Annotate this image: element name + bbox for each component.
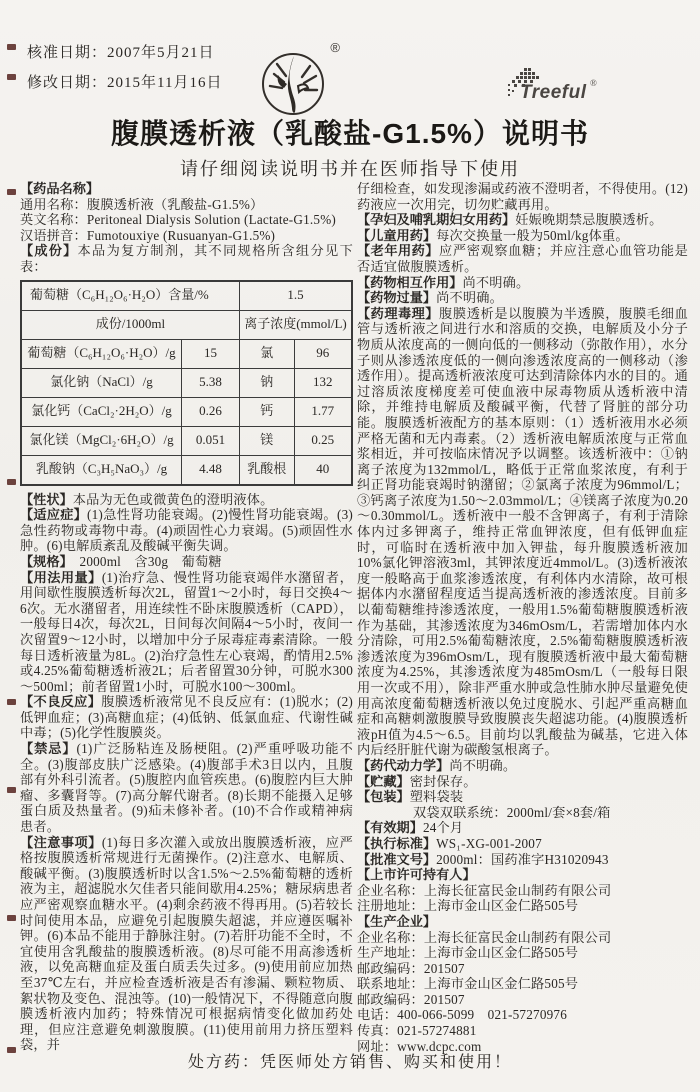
component-cell: 氯化钠（NaCl）/g (21, 368, 182, 397)
amount-cell: 0.051 (182, 426, 240, 455)
drug-name-and-composition-intro (20, 181, 353, 275)
paragraph: 【规格】 2000ml 含30g 葡萄糖 (20, 553, 222, 569)
ion-cell: 钠 (239, 368, 294, 397)
approval-dates (27, 38, 222, 98)
paragraph: 【药理毒理】腹膜透析是以腹膜为半透膜，腹膜毛细血管与透析液之间进行水和溶质的交换，电解质及小分子物质从浓度高的一侧向低的一侧移动（弥散作用），水分子则从渗透浓度低的一侧向渗透浓度高的一侧移动（渗透作用）。提高透析液浓度可达到清除体内水的目的。通过溶质浓度梯度差可使血液中尿毒物质从透析液中清除，并维持电解质及酸碱平衡，代替了肾脏的部分功能。腹膜透析液配方的基本原则：（1）透析液用水必须严格无菌和无内毒素。（2）透析液电解质浓度与正常血浆相近，并可按临床情况予以调整。该透析液中：①钠离子浓度为132mmol/L，略低于正常血浆浓度，有利于纠正肾功能衰竭时钠潴留；②氯离子浓度为96mmol/L；③钙离子浓度为1.50～2.03mmol/L；④镁离子浓度为0.20～0.30mmol/L。透析液中一般不含钾离子，有利于清除体内过多钾离子，维持正常血钾浓度，但有低钾血症时，可临时在透析液中加入钾盐，每升腹膜透析液加10%氯化钾溶液3ml，其钾浓度近4mmol/L。(3)透析液浓度一般略高于血浆渗透浓度，有利体内水清除，故可根据体内水潴留程度适当提高透析液的渗透浓度。目前多以葡萄糖维持渗透浓度，一般用1.5%葡萄糖腹膜透析液作为基础，其渗透浓度为346mOsm/L，若需增加体内水分清除，可用2.5%葡萄糖浓度，2.5%葡萄糖腹膜透析液渗透浓度为396mOsm/L，现有腹膜透析液中最大葡萄糖浓度为4.25%，其渗透浓度为485mOsm/L（一般每日限用一次或不用），除非严重水肿或急性肺水肿尽量避免使用高浓度葡萄糖透析液以免过度脱水、引起严重高糖血症和高糖刺激腹膜导致腹膜丧失超滤功能。(4)腹膜透析液pH值为4.5～6.5。目前均以乳酸盐为碱基，它进入体内后经肝脏代谢为碳酸氢根离子。 (357, 305, 688, 758)
amount-cell: 0.26 (182, 397, 240, 426)
paragraph: 【性状】本品为无色或微黄色的澄明液体。 (20, 491, 274, 507)
paragraph: 网址：www.dcpc.com (357, 1038, 482, 1054)
paragraph: 【老年用药】应严密观察血糖；并应注意心血管功能是否适宜做腹膜透析。 (357, 243, 688, 274)
paragraph: 企业名称：上海长征富民金山制药有限公司 (357, 882, 612, 898)
glucose-content-value: 1.5 (239, 281, 352, 311)
brand-registered-mark: ® (590, 78, 597, 88)
paragraph: 【儿童用药】每次交换量一般为50ml/kg体重。 (357, 227, 629, 243)
paragraph: 【药物相互作用】尚不明确。 (357, 274, 530, 290)
ion-cell: 氯 (239, 339, 294, 368)
amount-cell: 5.38 (182, 368, 240, 397)
paragraph: 【有效期】24个月 (357, 820, 464, 836)
ion-cell: 镁 (239, 426, 294, 455)
paragraph: 【适应症】(1)急性肾功能衰竭。(2)慢性肾功能衰竭。(3)急性药物或毒物中毒。(4)顽固性心力衰竭。(5)顽固性水肿。(6)电解质紊乱及酸碱平衡失调。 (20, 507, 353, 554)
left-column (20, 181, 353, 1061)
paragraph: 电话：400-066-5099 021-57270976 (357, 1007, 567, 1023)
paragraph: 企业名称：上海长征富民金山制药有限公司 (357, 929, 612, 945)
scan-mark (7, 699, 16, 705)
column-header-ion-concentration: 离子浓度(mmol/L) (239, 310, 352, 339)
amount-cell: 4.48 (182, 455, 240, 485)
paragraph: 【不良反应】腹膜透析液常见不良反应有：(1)脱水；(2)低钾血症；(3)高糖血症；(4)低钠、低氯血症、代谢性碱中毒；(5)化学性腹膜炎。 (20, 694, 353, 741)
component-cell: 氯化钙（CaCl₂·2H₂O）/g (21, 397, 182, 426)
table-row (21, 339, 352, 368)
page-title: 腹膜透析液（乳酸盐-G1.5%）说明书 (111, 118, 589, 149)
paragraph: 仔细检查，如发现渗漏或药液不澄明者，不得使用。(12)药液应一次用完，切勿贮藏再用。 (357, 181, 688, 212)
ion-cell: 钙 (239, 397, 294, 426)
composition-table (20, 280, 353, 486)
paragraph: 【药代动力学】尚不明确。 (357, 757, 517, 773)
concentration-cell: 96 (294, 339, 352, 368)
scan-mark (7, 189, 16, 195)
paragraph: 传真：021-57274881 (357, 1023, 477, 1039)
amount-cell: 15 (182, 339, 240, 368)
crane-emblem-icon (254, 42, 334, 122)
scan-mark (7, 787, 16, 793)
paragraph: 邮政编码：201507 (357, 960, 465, 976)
paragraph: 英文名称：Peritoneal Dialysis Solution (Lactate-G1.5%) (20, 212, 336, 228)
paragraph: 【批准文号】2000ml：国药准字H31020943 (357, 851, 609, 867)
paragraph: 【用法用量】(1)治疗急、慢性肾功能衰竭伴水潴留者，用间歇性腹膜透析每次2L，留置1～2小时，每日交换4～6次。无水潴留者，用连续性不卧床腹膜透析（CAPD），一般每日4次，每次2L，日间每次间隔4～5小时，夜间一次留置9～12小时，以增加中分子尿毒症毒素清除。一般每日透析液量为8L。(2)治疗急性左心衰竭，酌情用2.5%或4.25%葡萄糖透析液2L；后者留置30分钟，可脱水300～500ml；前者留置1小时，可脱水100～300ml。 (20, 569, 353, 694)
paragraph: 【包装】塑料袋装 (357, 789, 464, 805)
table-row (21, 368, 352, 397)
concentration-cell: 132 (294, 368, 352, 397)
registered-mark: ® (330, 40, 340, 55)
component-cell: 乳酸钠（C₃H₅NaO₃）/g (21, 455, 182, 485)
paragraph: 【注意事项】(1)每日多次灌入或放出腹膜透析液，应严格按腹膜透析常规进行无菌操作。(2)注意水、电解质、酸碱平衡。(3)腹膜透析时以含1.5%～2.5%葡萄糖的透析液为主，超滤脱水欠佳者只能间歇用4.25%；糖尿病患者应严密观察血糖水平。(4)剩余药液不得再用。(5)若较长时间使用本品，应避免引起腹膜失超滤，并应遵医嘱补钾。(6)本品不能用于静脉注射。(7)若肝功能不全时，不宜使用含乳酸盐的腹膜透析液。(8)尽可能不用高渗透析液，以免高糖血症及蛋白质丢失过多。(9)使用前应加热至37℃左右，并应检查透析液是否有渗漏、颗粒物质、絮状物及变色、混浊等。(10)一般情况下，不得随意向腹膜透析液内加药；特殊情况可根据病情变化做加药处理，但应注意避免刺激腹膜。(11)使用前用力挤压塑料袋，并 (20, 834, 353, 1053)
paragraph: 双袋双联系统：2000ml/套×8套/箱 (413, 804, 611, 820)
paragraph: 【药品名称】 (20, 181, 100, 196)
company-logo (254, 42, 346, 122)
paragraph: 邮政编码：201507 (357, 991, 465, 1007)
scan-mark (7, 479, 16, 485)
paragraph: 【孕妇及哺乳期妇女用药】妊娠晚期禁忌腹膜透析。 (357, 212, 663, 228)
page-subtitle: 请仔细阅读说明书并在医师指导下使用 (180, 159, 520, 179)
table-header-row (21, 310, 352, 339)
concentration-cell: 40 (294, 455, 352, 485)
component-cell: 葡萄糖（C₆H₁₂O₆·H₂O）/g (21, 339, 182, 368)
prescription-notice: 处方药：凭医师处方销售、购买和使用！ (187, 1054, 512, 1071)
column-header-composition: 成份/1000ml (21, 310, 239, 339)
left-column-sections (20, 492, 353, 1053)
table-row (21, 397, 352, 426)
paragraph: 【药物过量】尚不明确。 (357, 290, 504, 306)
paragraph: 【贮藏】密封保存。 (357, 773, 477, 789)
glucose-content-label: 葡萄糖（C₆H₁₂O₆·H₂O）含量/% (21, 281, 239, 311)
table-row (21, 426, 352, 455)
treeful-logo (506, 68, 626, 108)
paragraph: 通用名称：腹膜透析液（乳酸盐-G1.5%） (20, 196, 264, 212)
scan-mark (7, 915, 16, 921)
scan-mark (7, 44, 16, 50)
paragraph: 【执行标准】WS₁-XG-001-2007 (357, 835, 542, 851)
right-column (357, 181, 688, 1061)
ion-cell: 乳酸根 (239, 455, 294, 485)
concentration-cell: 1.77 (294, 397, 352, 426)
approval-date-line: 核准日期：2007年5月21日 (27, 45, 215, 61)
table-row (21, 281, 352, 311)
table-row (21, 455, 352, 485)
concentration-cell: 0.25 (294, 426, 352, 455)
paragraph: 【生产企业】 (357, 913, 437, 929)
brand-name: Treeful (520, 82, 587, 103)
paragraph: 联系地址：上海市金山区金仁路505号 (357, 976, 579, 992)
paragraph: 【成份】本品为复方制剂，其不同规格所含组分见下表： (20, 243, 353, 274)
revision-date-line: 修改日期：2015年11月16日 (27, 75, 223, 91)
paragraph: 【禁忌】(1)广泛肠粘连及肠梗阻。(2)严重呼吸功能不全。(3)腹部皮肤广泛感染。(4)腹部手术3日以内，且腹部有外科引流者。(5)腹腔内血管疾患。(6)腹腔内巨大肿瘤、多囊肾等。(7)高分解代谢者。(8)长期不能摄入足够蛋白质及热量者。(9)疝未修补者。(10)不合作或精神病患者。 (20, 741, 353, 835)
paragraph: 【上市许可持有人】 (357, 867, 476, 883)
paragraph: 注册地址：上海市金山区金仁路505号 (357, 898, 579, 914)
scan-mark (7, 74, 16, 80)
paragraph: 生产地址：上海市金山区金仁路505号 (357, 945, 579, 961)
component-cell: 氯化镁（MgCl₂·6H₂O）/g (21, 426, 182, 455)
paragraph: 汉语拼音：Fumotouxiye (Rusuanyan-G1.5%) (20, 227, 276, 243)
